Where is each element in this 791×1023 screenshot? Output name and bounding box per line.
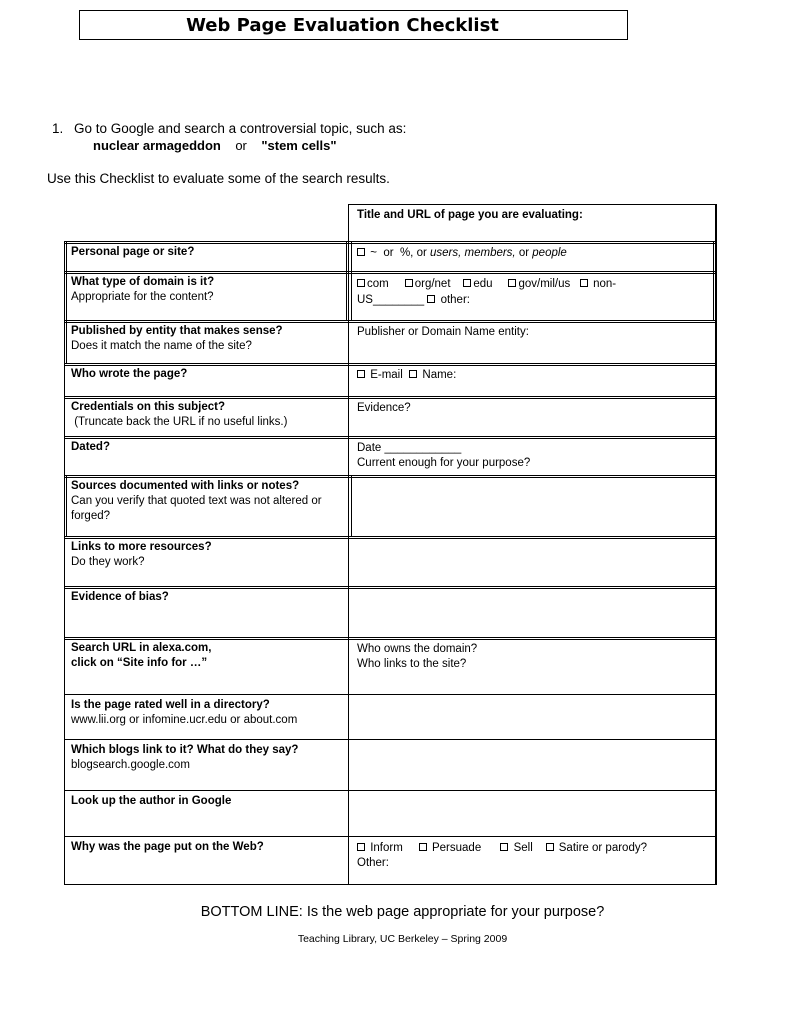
row-subtext: (Truncate back the URL if no useful links.) [71, 416, 288, 428]
table-line [64, 438, 717, 439]
table-line [346, 242, 347, 272]
table-line [351, 272, 352, 321]
table-line [64, 436, 717, 437]
checkbox-icon[interactable] [357, 248, 365, 256]
checkbox-icon[interactable] [427, 295, 435, 303]
table-line [64, 586, 717, 587]
row-author-google [64, 791, 349, 837]
row-publisher [64, 321, 349, 364]
bottom-line [0, 904, 791, 920]
table-line [713, 272, 714, 321]
row-subtext: www.lii.org or infomine.ucr.edu or about.com [71, 714, 298, 726]
answer-directory[interactable] [349, 695, 716, 740]
persuade-label: Persuade [431, 842, 482, 854]
date-label: Date ____________ [357, 442, 462, 454]
table-line [64, 637, 717, 638]
page-title: Web Page Evaluation Checklist [186, 14, 499, 36]
row-author [64, 364, 349, 397]
table-line [64, 322, 717, 323]
answer-credentials [349, 397, 716, 437]
table-line [64, 836, 717, 837]
table-line [64, 477, 717, 478]
row-links [64, 537, 349, 587]
row-question: Published by entity that makes sense? [71, 325, 283, 337]
row-question: Evidence of bias? [71, 591, 169, 603]
row-question-line2: click on “Site info for …” [71, 657, 208, 669]
example-1: nuclear armageddon [93, 138, 221, 153]
table-line [64, 790, 717, 791]
row-subtext: Can you verify that quoted text was not altered or forged? [71, 495, 322, 522]
table-line [64, 241, 717, 242]
table-line [66, 242, 67, 272]
answer-alexa [349, 638, 716, 695]
checkbox-icon[interactable] [419, 843, 427, 851]
answer-dated [349, 437, 716, 476]
header-right-text: Title and URL of page you are evaluating: [357, 209, 583, 221]
other-label: Other: [357, 857, 389, 869]
table-line [64, 363, 717, 364]
gov-label: gov/mil/us [518, 278, 571, 290]
table-line [64, 365, 717, 366]
row-alexa [64, 638, 349, 695]
footer [0, 933, 791, 945]
checkbox-icon[interactable] [409, 370, 417, 378]
orgnet-label: org/net [414, 278, 451, 290]
answer-author-google[interactable] [349, 791, 716, 837]
table-line [64, 739, 717, 740]
table-line [348, 204, 349, 885]
checkbox-icon[interactable] [405, 279, 413, 287]
checkbox-icon[interactable] [508, 279, 516, 287]
row-purpose [64, 837, 349, 884]
step-number: 1. [52, 121, 64, 136]
table-line [346, 272, 347, 321]
example-2: "stem cells" [261, 138, 337, 153]
row-question: Look up the author in Google [71, 795, 232, 807]
table-line [349, 204, 717, 205]
answer-personal [349, 242, 716, 272]
row-domain [64, 272, 349, 321]
checkbox-icon[interactable] [546, 843, 554, 851]
header-right [349, 204, 716, 242]
example-or: or [235, 138, 247, 153]
row-directory [64, 695, 349, 740]
table-line [351, 476, 352, 537]
name-label: Name: [422, 369, 457, 381]
row-personal [64, 242, 349, 272]
table-line [64, 694, 717, 695]
us-label: US________ [357, 294, 425, 306]
percent-label: %, [399, 247, 414, 259]
table-line [64, 538, 717, 539]
row-subtext: blogsearch.google.com [71, 759, 190, 771]
row-question: Who wrote the page? [71, 368, 188, 380]
evidence-label: Evidence? [357, 402, 411, 414]
table-line [66, 476, 67, 537]
row-question: Dated? [71, 441, 110, 453]
email-label: E-mail [370, 369, 403, 381]
row-question: Search URL in alexa.com, [71, 642, 212, 654]
row-question: Credentials on this subject? [71, 401, 225, 413]
answer-bias[interactable] [349, 587, 716, 638]
row-sources [64, 476, 349, 537]
row-blogs [64, 740, 349, 791]
inform-label: Inform [370, 842, 403, 854]
table-line [64, 475, 717, 476]
row-question: Why was the page put on the Web? [71, 841, 264, 853]
owns-label: Who owns the domain? [357, 643, 478, 655]
edu-label: edu [473, 278, 493, 290]
non-label: non- [593, 278, 617, 290]
row-subtext: Do they work? [71, 556, 145, 568]
table-line [64, 271, 717, 272]
answer-sources[interactable] [349, 476, 716, 537]
bottom-line-text: BOTTOM LINE: Is the web page appropriate for your purpose? [200, 904, 605, 920]
answer-purpose [349, 837, 716, 884]
row-question: Is the page rated well in a directory? [71, 699, 270, 711]
row-question: Which blogs link to it? What do they say? [71, 744, 299, 756]
table-line [713, 242, 714, 272]
row-subtext: Appropriate for the content? [71, 291, 214, 303]
links-label: Who links to the site? [357, 658, 467, 670]
row-question: Personal page or site? [71, 246, 195, 258]
current-label: Current enough for your purpose? [357, 457, 531, 469]
or-text: or [416, 247, 427, 259]
publisher-label: Publisher or Domain Name entity: [357, 326, 529, 338]
checkbox-icon[interactable] [500, 843, 508, 851]
table-line [351, 242, 352, 272]
checkbox-icon[interactable] [580, 279, 588, 287]
checkbox-icon[interactable] [463, 279, 471, 287]
sell-label: Sell [513, 842, 533, 854]
row-dated [64, 437, 349, 476]
table-line [64, 588, 717, 589]
answer-blogs[interactable] [349, 740, 716, 791]
other-label: other: [440, 294, 470, 306]
row-subtext: Does it match the name of the site? [71, 340, 252, 352]
com-label: com [367, 278, 389, 290]
tilde-label: ~ [370, 247, 377, 259]
step-text: Go to Google and search a controversial topic, such as: [74, 121, 407, 136]
checkbox-icon[interactable] [357, 279, 365, 287]
table-line [64, 884, 717, 885]
table-line [66, 272, 67, 321]
table-line [64, 273, 717, 274]
people-label: people [532, 247, 567, 259]
row-question: Sources documented with links or notes? [71, 480, 300, 492]
table-line [64, 320, 717, 321]
table-line [64, 536, 717, 537]
row-credentials [64, 397, 349, 437]
table-line [715, 204, 717, 885]
or-text: or [518, 247, 530, 259]
checkbox-icon[interactable] [357, 370, 365, 378]
table-line [64, 398, 717, 399]
checkbox-icon[interactable] [357, 843, 365, 851]
table-line [64, 396, 717, 397]
answer-publisher [349, 321, 716, 364]
table-line [64, 639, 717, 640]
satire-label: Satire or parody? [558, 842, 647, 854]
table-line [64, 242, 65, 885]
checklist-instruction: Use this Checklist to evaluate some of the search results. [47, 171, 390, 186]
footer-text: Teaching Library, UC Berkeley – Spring 2009 [297, 933, 508, 945]
users-label: users, members, [430, 247, 516, 259]
row-question: What type of domain is it? [71, 276, 215, 288]
row-question: Links to more resources? [71, 541, 212, 553]
table-line [66, 321, 67, 364]
table-line [64, 243, 717, 244]
answer-links[interactable] [349, 537, 716, 587]
answer-domain [349, 272, 716, 321]
answer-author [349, 364, 716, 397]
row-bias [64, 587, 349, 638]
or-text: or [383, 247, 394, 259]
